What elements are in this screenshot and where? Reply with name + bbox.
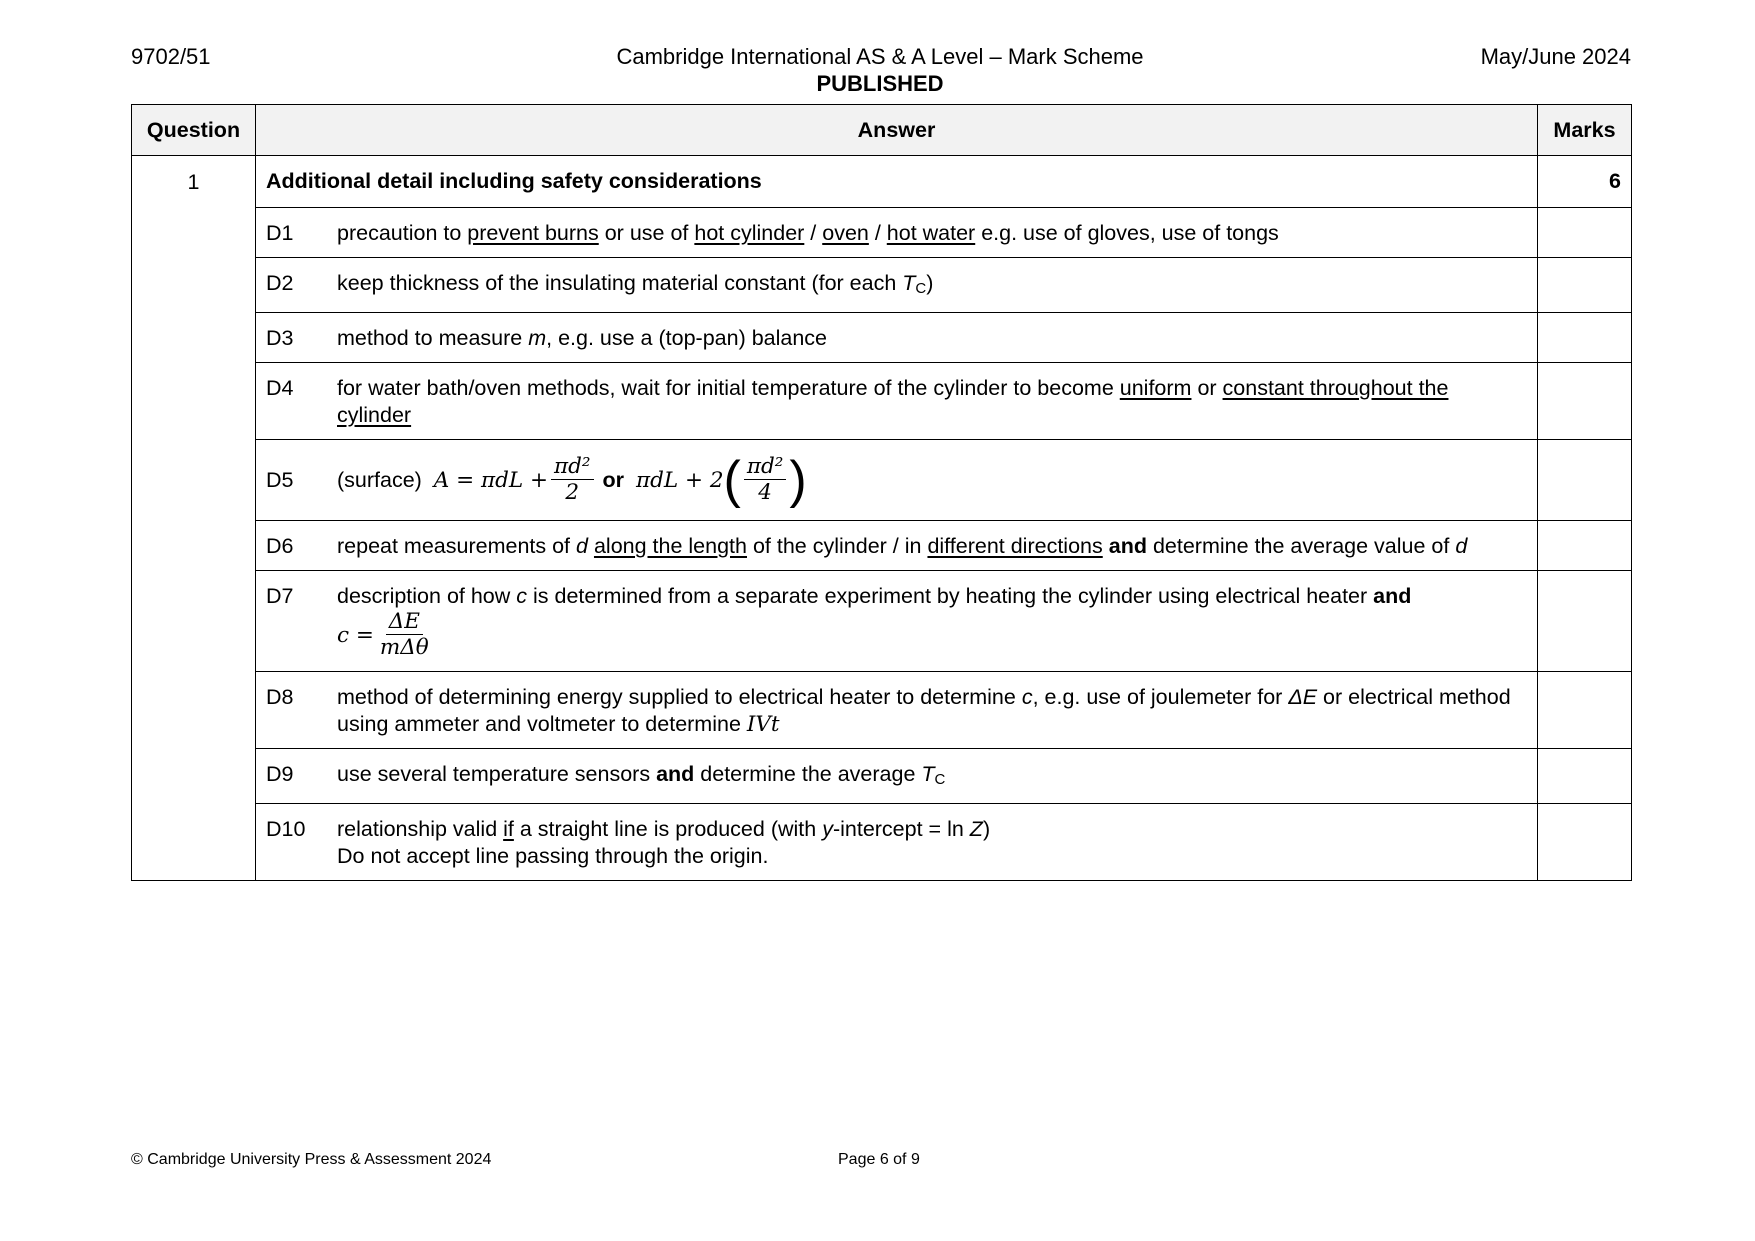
table-row xyxy=(132,749,1632,804)
marks-cell xyxy=(1538,804,1632,881)
point-text: method of determining energy supplied to electrical heater to determine c, e.g. use of joulemeter for ΔE or electrical method using ammeter and voltmeter to determine IVt xyxy=(337,685,1511,737)
marks-cell xyxy=(1538,363,1632,440)
table-row xyxy=(132,363,1632,440)
point-text: use several temperature sensors and determine the average $T_C$ xyxy=(337,762,946,788)
table-header-row xyxy=(132,105,1632,156)
point-code: D5 xyxy=(266,467,294,492)
table-row xyxy=(132,208,1632,258)
point-code: D3 xyxy=(266,326,294,350)
point-text: keep thickness of the insulating material constant (for each $T_C$) xyxy=(337,271,934,297)
point-text: repeat measurements of d along the length of the cylinder / in different directions and determine the average value of d xyxy=(337,534,1468,558)
column-header-marks: Marks xyxy=(1538,105,1632,156)
mark-scheme-table xyxy=(131,104,1632,881)
point-text: description of how c is determined from a separate experiment by heating the cylinder using electrical heater and c = $\frac{\Delta E}{\text{mΔθ}}$ xyxy=(337,584,1412,660)
table-row xyxy=(132,440,1632,521)
column-header-answer: Answer xyxy=(256,105,1538,156)
table-row xyxy=(132,571,1632,672)
point-code: D4 xyxy=(266,376,294,400)
exam-session: May/June 2024 xyxy=(1480,44,1631,69)
surface-area-formula: (surface) A = πdL + $\frac{\text{πd²}}{2}$ or πdL + 2 ( $\frac{\text{πd²}}{4}$ ) xyxy=(337,451,807,509)
point-text: precaution to prevent burns or use of hot cylinder / oven / hot water e.g. use of gloves, use of tongs xyxy=(337,221,1279,245)
point-code: D10 xyxy=(266,817,306,841)
column-header-question: Question xyxy=(132,105,256,156)
section-heading: Additional detail including safety considerations xyxy=(266,169,762,193)
copyright-notice: © Cambridge University Press & Assessment 2024 xyxy=(131,1151,492,1168)
marks-cell xyxy=(1538,521,1632,571)
table-row xyxy=(132,804,1632,881)
table-row xyxy=(132,672,1632,749)
point-code: D8 xyxy=(266,685,294,709)
table-row xyxy=(132,258,1632,313)
point-code: D9 xyxy=(266,762,294,786)
marks-cell xyxy=(1538,571,1632,672)
table-row xyxy=(132,521,1632,571)
marks-value: 6 xyxy=(1538,156,1632,208)
paper-code: 9702/51 xyxy=(131,44,211,69)
marks-cell xyxy=(1538,749,1632,804)
published-label: PUBLISHED xyxy=(816,71,944,96)
marks-cell xyxy=(1538,440,1632,521)
page-number: Page 6 of 9 xyxy=(838,1151,920,1168)
document-title: Cambridge International AS & A Level – Mark Scheme xyxy=(616,44,1144,69)
marks-cell xyxy=(1538,258,1632,313)
specific-heat-formula: c = $\frac{\Delta E}{\text{mΔθ}}$ xyxy=(337,609,429,660)
table-row xyxy=(132,156,1632,208)
section-heading-cell xyxy=(256,156,1538,208)
point-code: D6 xyxy=(266,534,294,558)
point-text: method to measure m, e.g. use a (top-pan) balance xyxy=(337,326,828,350)
point-code: D2 xyxy=(266,271,294,295)
marks-cell xyxy=(1538,208,1632,258)
point-text: relationship valid if a straight line is produced (with y-intercept = ln Z) Do not accept line passing through the origin. xyxy=(337,817,991,868)
marks-cell xyxy=(1538,672,1632,749)
table-row xyxy=(132,313,1632,363)
point-code: D1 xyxy=(266,221,294,245)
marks-cell xyxy=(1538,313,1632,363)
question-number: 1 xyxy=(132,156,256,881)
point-text: for water bath/oven methods, wait for initial temperature of the cylinder to become uniform or constant throughout the cylinder xyxy=(337,376,1449,427)
point-code: D7 xyxy=(266,584,294,608)
